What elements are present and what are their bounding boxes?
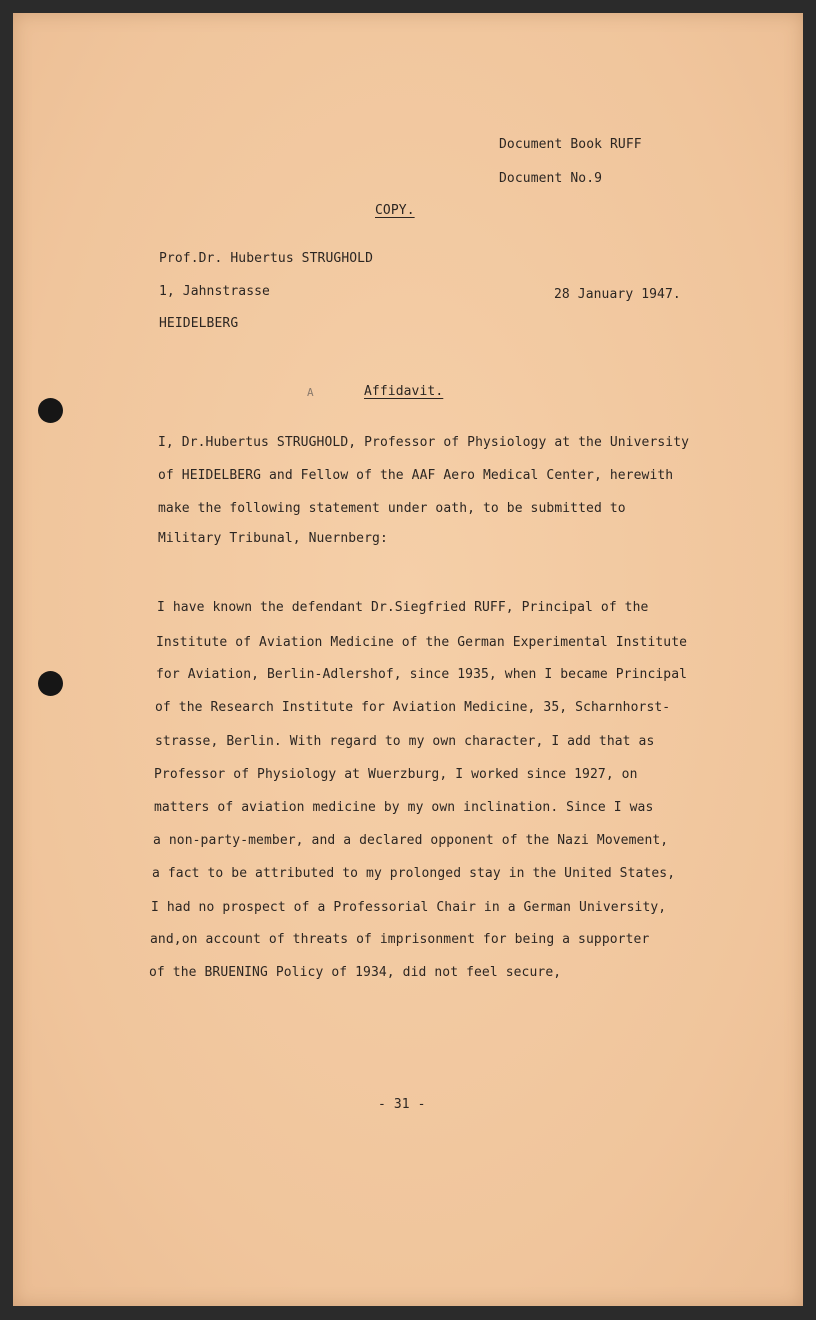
sender-city: HEIDELBERG	[159, 316, 239, 331]
paragraph2-line: for Aviation, Berlin-Adlershof, since 1935, when I became Principal	[156, 667, 688, 682]
paragraph2-line: and,on account of threats of imprisonment for being a supporter	[150, 932, 650, 947]
paragraph2-line: I have known the defendant Dr.Siegfried RUFF, Principal of the	[157, 600, 649, 615]
document-book-label: Document Book RUFF	[499, 137, 642, 152]
paragraph1-line: make the following statement under oath, to be submitted to	[158, 501, 626, 516]
paragraph2-line: Institute of Aviation Medicine of the German Experimental Institute	[156, 635, 688, 650]
document-number-label: Document No.9	[499, 171, 603, 186]
paragraph2-line: of the Research Institute for Aviation Medicine, 35, Scharnhorst-	[155, 700, 671, 715]
paragraph1-line: of HEIDELBERG and Fellow of the AAF Aero Medical Center, herewith	[158, 468, 674, 483]
page-number: - 31 -	[378, 1097, 426, 1112]
paragraph2-line: I had no prospect of a Professorial Chair in a German University,	[151, 900, 667, 915]
paragraph1-line: I, Dr.Hubertus STRUGHOLD, Professor of Physiology at the University	[158, 435, 690, 450]
paragraph2-line: a fact to be attributed to my prolonged stay in the United States,	[152, 866, 676, 881]
paragraph2-line: matters of aviation medicine by my own inclination. Since I was	[154, 800, 654, 815]
sender-street: 1, Jahnstrasse	[159, 284, 270, 299]
paragraph1-line: Military Tribunal, Nuernberg:	[158, 531, 388, 546]
paragraph2-line: of the BRUENING Policy of 1934, did not feel secure,	[149, 965, 562, 980]
paragraph2-line: strasse, Berlin. With regard to my own character, I add that as	[155, 734, 655, 749]
paragraph2-line: a non-party-member, and a declared opponent of the Nazi Movement,	[153, 833, 669, 848]
affidavit-title: Affidavit.	[364, 384, 444, 399]
stray-mark: A	[307, 386, 314, 399]
punch-hole-upper	[38, 398, 63, 423]
punch-hole-lower	[38, 671, 63, 696]
document-page	[13, 13, 803, 1306]
sender-name: Prof.Dr. Hubertus STRUGHOLD	[159, 251, 374, 266]
copy-label: COPY.	[375, 203, 415, 218]
paragraph2-line: Professor of Physiology at Wuerzburg, I worked since 1927, on	[154, 767, 638, 782]
document-date: 28 January 1947.	[554, 287, 681, 302]
